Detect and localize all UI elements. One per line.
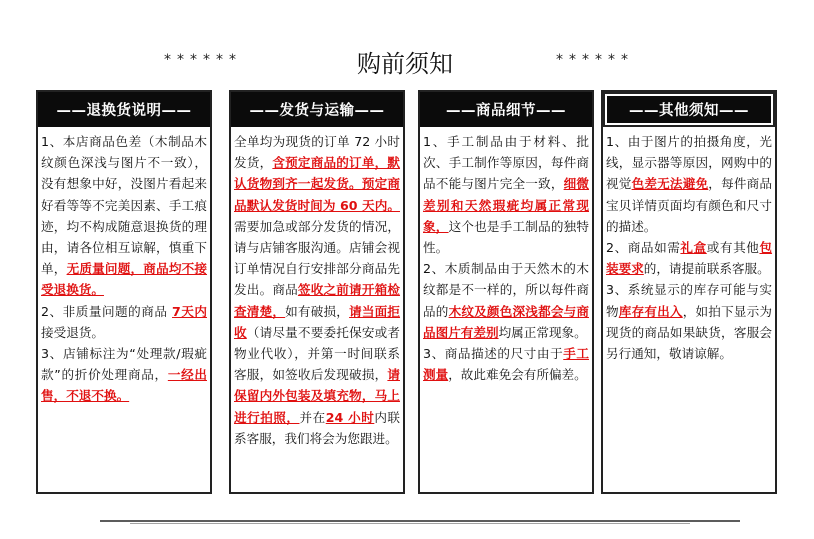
body-text: 2、木质制品由于天然木的木纹都是不一样的，所以每件商品的 <box>423 261 589 319</box>
highlighted-text: 7天内 <box>172 303 207 319</box>
page-title: 购前须知 <box>357 50 453 78</box>
highlighted-text: 礼盒 <box>680 240 707 256</box>
notice-paragraph <box>606 131 772 237</box>
highlighted-text: 包装要求 <box>606 240 773 277</box>
highlighted-text: 库存有出入 <box>618 303 683 319</box>
body-text: 3、系统显示的库存可能与实物 <box>606 282 772 319</box>
highlighted-text: 24 小时 <box>325 409 375 425</box>
column-heading: ——发货与运输—— <box>231 92 403 127</box>
body-text: 的，请提前联系客服。 <box>643 261 770 277</box>
body-text: 1、本店商品色差（木制品木纹颜色深浅与图片不一致），没有想象中好，没图片看起来好看等等不完美因素、手工痕迹，均不构成随意退换货的理由，请各位相互谅解，慎重下单， <box>41 134 207 277</box>
body-text: （请尽量不要委托保安或者物业代收），并第一时间联系客服，如签收后发现破损， <box>234 324 401 383</box>
highlighted-text: 细微差别和天然瑕疵均属正常现象， <box>423 176 590 234</box>
highlighted-text: 请保留内外包装及填充物，马上进行拍照， <box>234 367 400 425</box>
body-text: ，故此难免会有所偏差。 <box>448 367 587 383</box>
notice-paragraph <box>423 258 589 343</box>
body-text: 2、商品如需 <box>606 240 681 256</box>
stars-left: ****** <box>164 52 242 68</box>
bottom-divider <box>100 520 740 522</box>
notice-paragraph <box>41 301 207 343</box>
body-text: 这个也是手工制品的独特性。 <box>423 218 590 256</box>
notice-paragraph <box>234 131 400 449</box>
body-text: 均属正常现象。 <box>498 324 587 340</box>
highlighted-text: 含预定商品的订单，默认货物到齐一起发货。预定商品默认发货时间为 60 天内。 <box>234 155 401 213</box>
notice-paragraph <box>606 237 772 279</box>
bottom-divider <box>130 523 690 524</box>
body-text: ，如拍下显示为现货的商品如果缺货，客服会另行通知，敬请谅解。 <box>606 303 773 362</box>
body-text: 3、商品描述的尺寸由于 <box>423 346 564 362</box>
column-heading: ——退换货说明—— <box>38 92 210 127</box>
body-text: 1、由于图片的拍摄角度，光线，显示器等原因，网购中的视觉 <box>606 134 772 192</box>
notice-paragraph <box>41 343 207 407</box>
notice-paragraph <box>423 131 589 258</box>
body-text: 如有破损， <box>285 303 350 319</box>
highlighted-text: 无质量问题，商品均不接受退换货。 <box>41 261 208 298</box>
column-product-details <box>418 90 594 494</box>
body-text: ，每件商品宝贝详情页面均有颜色和尺寸的描述。 <box>606 176 773 234</box>
body-text: 全单均为现货的订单 72 小时发货， <box>234 134 400 171</box>
notice-paragraph <box>606 279 772 364</box>
body-text: 内联系客服，我们将会为您跟进。 <box>234 409 401 446</box>
column-heading: ——其他须知—— <box>603 92 775 127</box>
highlighted-text: 一经出售，不退不换。 <box>41 367 207 404</box>
highlighted-text: 色差无法避免 <box>631 176 709 192</box>
highlighted-text: 木纹及颜色深浅都会与商品图片有差别 <box>423 303 590 340</box>
highlighted-text: 手工测量 <box>423 346 590 383</box>
column-body <box>420 127 592 385</box>
body-text: 并在 <box>299 409 326 425</box>
notice-paragraph <box>41 131 207 301</box>
column-other-notes <box>601 90 777 494</box>
column-shipping <box>229 90 405 494</box>
body-text: 接受退货。 <box>41 324 104 340</box>
column-body <box>38 127 210 407</box>
stars-right: ****** <box>556 52 634 68</box>
body-text: 3、店铺标注为“处理款/瑕疵款”的折价处理商品， <box>41 346 207 383</box>
body-text: 1、手工制品由于材料、批次、手工制作等原因，每件商品不能与图片完全一致， <box>423 134 589 192</box>
column-body <box>231 127 403 449</box>
highlighted-text: 请当面拒收 <box>234 303 401 340</box>
column-body <box>603 127 775 364</box>
column-returns <box>36 90 212 494</box>
body-text: 需要加急或部分发货的情况，请与店铺客服沟通。店铺会视订单情况自行安排部分商品先发出。商品 <box>234 218 400 298</box>
body-text: 2、非质量问题的商品 <box>41 303 173 319</box>
body-text: 或有其他 <box>706 240 760 256</box>
column-heading: ——商品细节—— <box>420 92 592 127</box>
notice-paragraph <box>423 343 589 385</box>
highlighted-text: 签收之前请开箱检查清楚， <box>234 282 401 319</box>
